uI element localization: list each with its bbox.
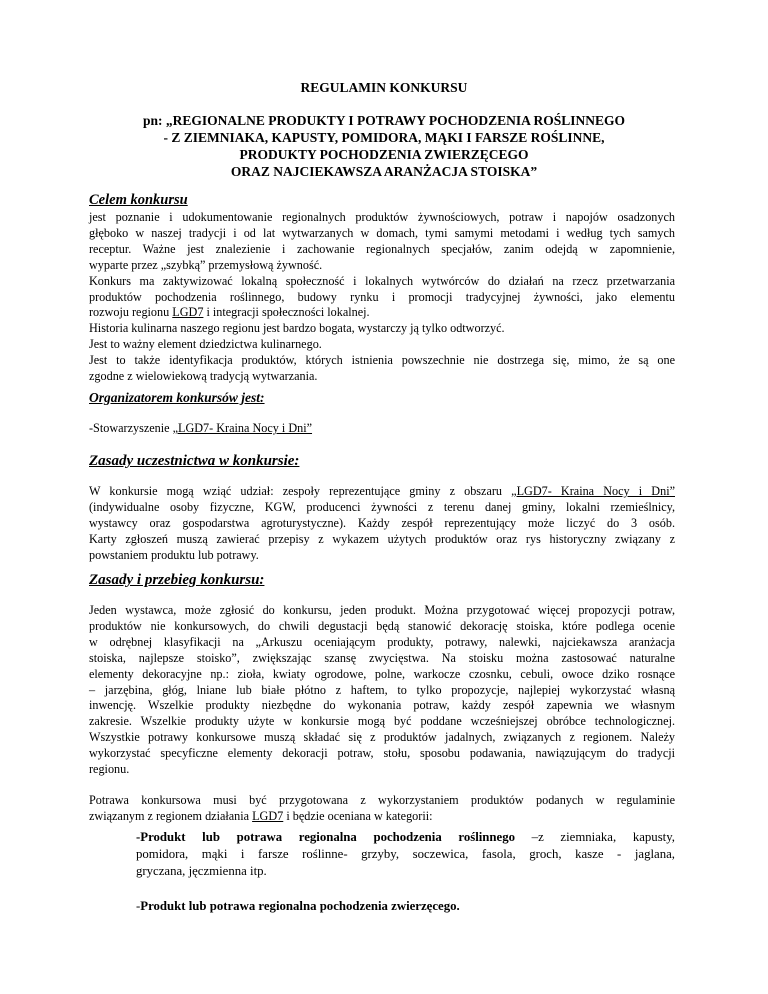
- text-line: [89, 421, 675, 437]
- text-segment: W konkursie mogą wziąć udział: zespoły reprezentujące gminy z obszaru: [89, 484, 512, 498]
- text-line: gryczana, jęczmienna itp.: [136, 864, 267, 878]
- text-line: głęboko w naszej tradycji i od lat wytwarzanych w domach, tymi samymi metodami i według tych samych: [89, 225, 675, 240]
- category-animal: [136, 898, 675, 915]
- category-intro-paragraph: [89, 793, 675, 825]
- contest-name-line: ORAZ NAJCIEKAWSZA ARANŻACJA STOISKA”: [230, 164, 538, 179]
- text-line: w odrębnej klasyfikacji na „Arkuszu oceniającym produkty, potrawy, nalewki, najciekawsza aranżacja: [89, 634, 675, 649]
- text-line: Karty zgłoszeń muszą zawierać przepisy z wykazem użytych produktów oraz rys historyczny związany z: [89, 531, 675, 546]
- text-line: zgodne z wielowiekową tradycją wytwarzania.: [89, 369, 318, 384]
- text-line: – jarzębina, głóg, lniane lub białe płótno z haftem, to tylko propozycje, najlepiej wykorzystać własną: [89, 682, 675, 697]
- rules-paragraph: [89, 603, 675, 778]
- text-line: wyparte przez „szybką” przemysłową żywność.: [89, 257, 323, 272]
- text-line: wykorzystać specyficzne elementy dekoracji potraw, stołu, sposobu podawania, nawiązującym do tradycji: [89, 746, 675, 761]
- text-line: Potrawa konkursowa musi być przygotowana z wykorzystaniem produktów podanych w regulaminie: [89, 793, 675, 807]
- text-line: [89, 484, 675, 500]
- text-segment: związanym z regionem działania: [89, 808, 253, 823]
- text-segment: i integracji społeczności lokalnej.: [203, 305, 370, 320]
- text-segment: rozwoju regionu: [89, 305, 173, 320]
- category-title: -Produkt lub potrawa regionalna pochodzenia roślinnego: [136, 830, 516, 844]
- section-heading-participation: Zasady uczestnictwa w konkursie:: [89, 453, 300, 469]
- text-line: Historia kulinarna naszego regionu jest bardzo bogata, wystarczy ją tylko odtworzyć.: [89, 321, 505, 336]
- lgd7-link: LGD7: [252, 808, 284, 823]
- text-segment: -Stowarzyszenie: [89, 421, 173, 435]
- text-line: [89, 305, 675, 321]
- text-line: pomidora, mąki i farsze roślinne- grzyby, soczewica, fasola, groch, kasze - jaglana,: [136, 847, 675, 861]
- section-heading-rules: Zasady i przebieg konkursu:: [89, 572, 265, 588]
- organizer-paragraph: [89, 421, 675, 437]
- text-segment: –z ziemniaka, kapusty,: [515, 830, 676, 844]
- text-line: Jest to ważny element dziedzictwa kulinarnego.: [89, 337, 322, 352]
- document-title: REGULAMIN KONKURSU: [300, 80, 468, 95]
- text-line: inwencję. Wszelkie produkty niezbędne do wykonania potraw, każdy zespół zapewnia we własnym: [89, 698, 675, 713]
- goal-paragraph: [89, 210, 675, 385]
- text-line: powstaniem produktu lub potrawy.: [89, 547, 259, 562]
- text-line: Konkurs ma zaktywizować lokalną społeczność i lokalnych wytwórców do działań na rzecz przetwarzania: [89, 273, 675, 288]
- text-line: receptur. Ważne jest znalezienie i zachowanie regionalnych specjałów, zanim odejdą w zapomnienie,: [89, 241, 675, 256]
- section-heading-goal: Celem konkursu: [89, 192, 188, 208]
- text-line: (indywidualne osoby fizyczne, KGW, producenci żywności z terenu danej gminy, lokalni rzemieślnicy,: [89, 499, 675, 514]
- contest-name-line: PRODUKTY POCHODZENIA ZWIERZĘCEGO: [239, 147, 529, 162]
- text-line: Wszystkie potrawy konkursowe muszą składać się z produktów jadalnych, związanych z regionem. Należy: [89, 730, 675, 745]
- text-line: produktów pochodzenia roślinnego, budowy rynku i promocji tradycyjnej żywności, jako elementu: [89, 289, 675, 304]
- category-title: Produkt lub potrawa regionalna pochodzenia zwierzęcego.: [140, 899, 460, 913]
- text-segment: -: [136, 899, 141, 913]
- text-line: wystawcy oraz gospodarstwa agroturystyczne). Każdy zespół reprezentujący może liczyć do 3 osób.: [89, 515, 675, 530]
- text-line: elementy dekoracyjne np.: zioła, kwiaty ogrodowe, polne, warkocze czosnku, cebuli, owoce dziko rosnące: [89, 666, 675, 681]
- text-line: Jest to także identyfikacja produktów, których istnienia powszechnie nie dostrzega się, mimo, że są one: [89, 353, 675, 368]
- text-line: stoiska, najlepsze stoisko”, zwiększając szansę zwycięstwa. Na stoisku można zastosować naturalne: [89, 650, 675, 665]
- contest-name-line: - Z ZIEMNIAKA, KAPUSTY, POMIDORA, MĄKI I FARSZE ROŚLINNE,: [163, 130, 605, 145]
- text-line: [136, 829, 675, 846]
- text-line: regionu.: [89, 762, 130, 777]
- text-line: jest poznanie i udokumentowanie regionalnych produktów żywnościowych, potraw i napojów osadzonych: [89, 210, 675, 224]
- text-line: [136, 898, 675, 915]
- text-line: produktów nie konkursowych, do chwili degustacji będą stanowić dekorację stoiska, które podlega ocenie: [89, 618, 675, 633]
- text-segment: i będzie oceniana w kategorii:: [283, 808, 433, 823]
- section-heading-organizer: Organizatorem konkursów jest:: [89, 390, 265, 405]
- organizer-link: „LGD7- Kraina Nocy i Dni”: [511, 484, 675, 498]
- organizer-link: „LGD7- Kraina Nocy i Dni”: [172, 421, 313, 435]
- text-line: [89, 809, 675, 825]
- text-line: zakresie. Wszelkie produkty użyte w konkursie mogą być poddane wcześniejszej obróbce technologicznej.: [89, 714, 675, 729]
- category-plant: [136, 829, 675, 880]
- participation-paragraph: [89, 484, 675, 564]
- text-line: Jeden wystawca, może zgłosić do konkursu, jeden produkt. Można przygotować więcej propozycji potraw,: [89, 603, 675, 617]
- contest-name-line: pn: „REGIONALNE PRODUKTY I POTRAWY POCHODZENIA ROŚLINNEGO: [142, 113, 626, 128]
- contest-name: [30, 112, 738, 180]
- lgd7-link: LGD7: [172, 305, 204, 320]
